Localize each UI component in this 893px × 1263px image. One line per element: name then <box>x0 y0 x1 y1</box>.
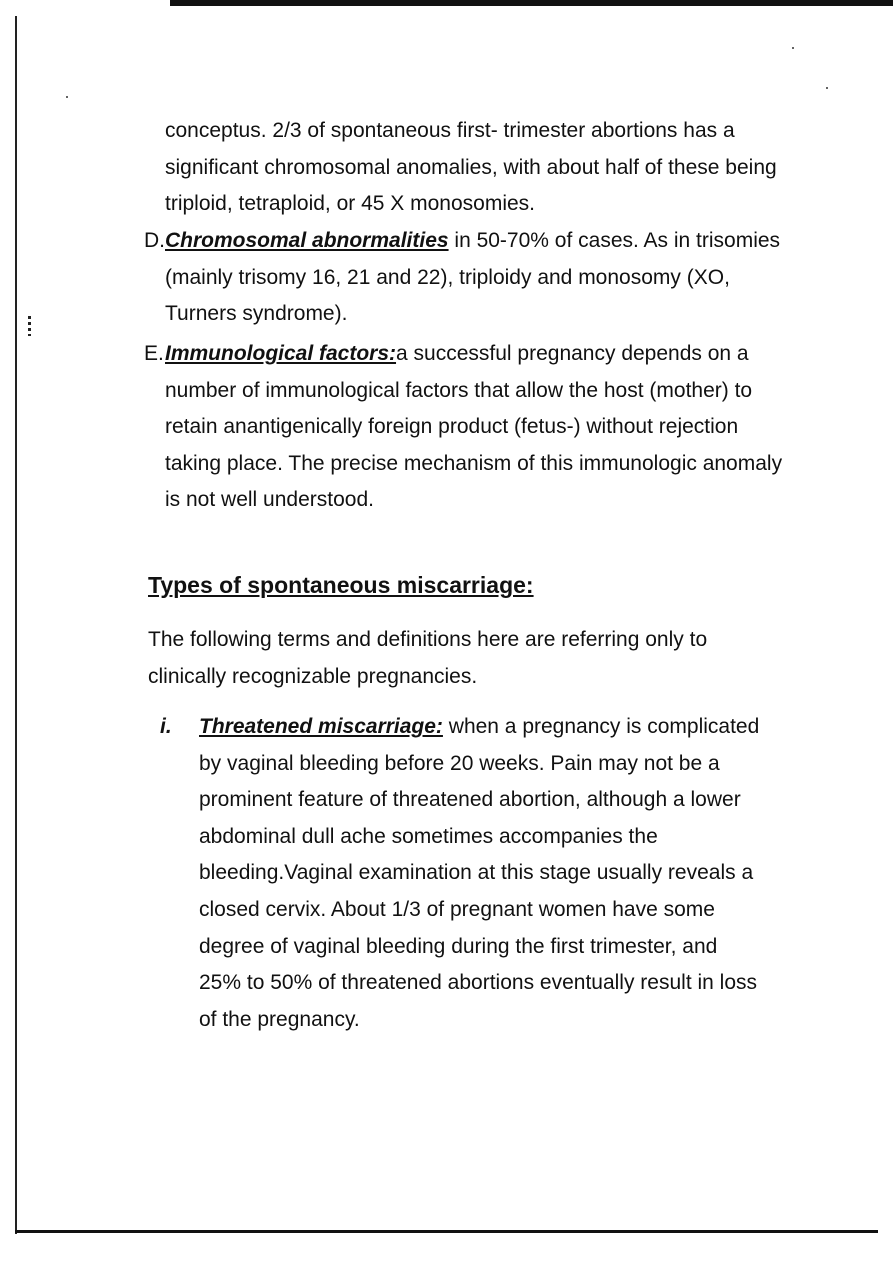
continuation-paragraph: conceptus. 2/3 of spontaneous first- trimester abortions has a significant chromosomal anomalies, with about half of these being triploid, tetraploid, or 45 X monosomies. <box>165 119 777 216</box>
list-item-body <box>165 223 784 333</box>
scan-edge-top <box>170 0 893 6</box>
scan-edge-bottom <box>15 1230 878 1233</box>
item-term: Threatened miscarriage: <box>199 715 443 738</box>
sub-item-threatened <box>160 709 760 1038</box>
list-item-e <box>144 336 784 519</box>
item-text: when a pregnancy is complicated by vaginal bleeding before 20 weeks. Pain may not be a prominent feature of threatened abortion, although a lower abdominal dull ache sometimes accompanies the bleeding.Vaginal examination at this stage usually reveals a closed cervix. About 1/3 of pregnant women have some degree of vaginal bleeding during the first trimester, and 25% to 50% of threatened abortions eventually result in loss of the pregnancy. <box>199 715 760 1031</box>
item-text: in 50-70% of cases. As in trisomies (mainly trisomy 16, 21 and 22), triploidy and monosomy (XO, Turners syndrome). <box>165 229 781 326</box>
sub-item-body <box>199 709 760 1038</box>
list-marker: D. <box>144 229 165 252</box>
section-heading: Types of spontaneous miscarriage: <box>148 572 534 598</box>
item-text: a successful pregnancy depends on a number of immunological factors that allow the host (mother) to retain anantigenically foreign product (fetus-) without rejection taking place. The precise mechanism of this immunologic anomaly is not well understood. <box>165 342 783 512</box>
list-item-d <box>144 223 784 333</box>
list-item-body <box>165 336 784 519</box>
item-term: Chromosomal abnormalities <box>165 229 449 252</box>
scan-speck <box>792 47 794 49</box>
scan-edge-left <box>15 16 17 1234</box>
item-term: Immunological factors: <box>165 342 397 365</box>
section-intro: The following terms and definitions here are referring only to clinically recognizable pregnancies. <box>148 628 708 688</box>
scan-speck <box>826 87 828 89</box>
list-marker: E. <box>144 342 164 365</box>
scan-speck <box>66 96 68 98</box>
roman-marker: i. <box>160 715 172 738</box>
margin-mark <box>28 316 31 336</box>
